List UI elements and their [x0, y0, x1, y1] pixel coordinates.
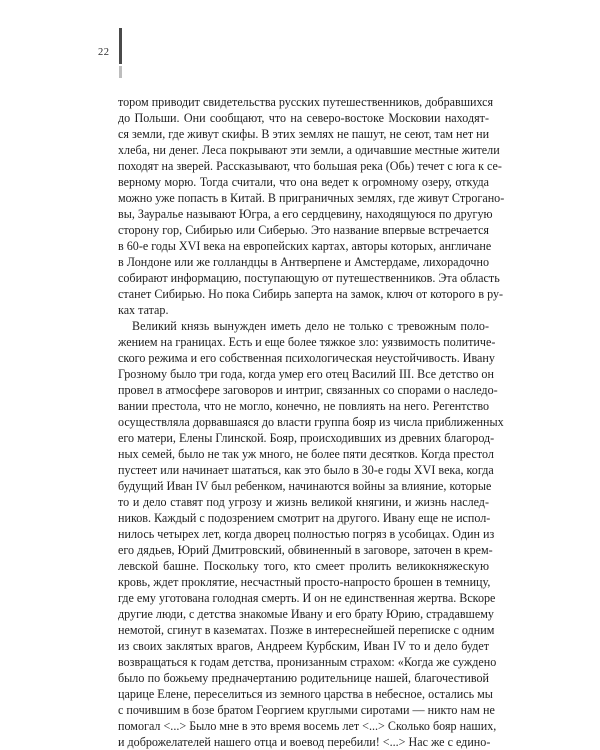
- text-line: где ему уготована голодная смерть. И он не единственная жертва. Вскоре: [118, 591, 496, 605]
- text-line: сторону гор, Сибирью или Сиберью. Это название впервые встречается: [118, 223, 489, 237]
- text-line: до Польши. Они сообщают, что на северо-востоке Московии находят-: [118, 111, 489, 125]
- text-line: верному морю. Тогда считали, что она ведет к огромному озеру, откуда: [118, 175, 489, 189]
- text-line: с почившим в бозе братом Георгием круглыми сиротами — никто нам не: [118, 703, 495, 717]
- text-line: то и дело ставят под угрозу и жизнь великой княгини, и жизнь наслед-: [118, 495, 489, 509]
- page-number: 22: [98, 47, 110, 58]
- text-line: помогал <...> Было мне в это время восемь лет <...> Сколько бояр наших,: [118, 719, 497, 733]
- paragraph-2: [118, 318, 504, 750]
- text-line: ского режима и его собственная психологическая неустойчивость. Ивану: [118, 351, 495, 365]
- text-line: провел в атмосфере заговоров и интриг, связанных со спорами о наследо-: [118, 383, 498, 397]
- text-line: походят на зверей. Рассказывают, что большая река (Обь) течет с юга к се-: [118, 159, 502, 173]
- text-line: другие люди, с детства знакомые Ивану и его брату Юрию, страдавшему: [118, 607, 494, 621]
- text-line: царице Елене, переселиться из земного царства в небесное, остались мы: [118, 687, 493, 701]
- text-line: его дядьев, Юрий Дмитровский, обвиненный в заговоре, заточен в крем-: [118, 543, 493, 557]
- text-line: из своих заклятых врагов, Андреем Курбским, Иван IV то и дело будет: [118, 639, 489, 653]
- text-line: в Лондоне или же голландцы в Антверпене и Амстердаме, лихорадочно: [118, 255, 489, 269]
- text-line: было по божьему предначертанию родительнице нашей, благочестивой: [118, 671, 489, 685]
- text-line: Грозному было три года, когда умер его отец Василий III. Все детство он: [118, 367, 494, 381]
- text-line: жением на границах. Есть и еще более тяжкое зло: уязвимость политиче-: [118, 335, 496, 349]
- text-line: вании престола, что не могло, конечно, не повлиять на него. Регентство: [118, 399, 489, 413]
- text-line: и доброжелателей нашего отца и воевод перебили! <...> Нас же с едино-: [118, 735, 491, 749]
- text-line: пустеет или начинает шататься, как это было в 30-е годы XVI века, когда: [118, 463, 494, 477]
- text-line: Великий князь вынужден иметь дело не только с тревожным поло-: [132, 319, 489, 333]
- margin-marker-dark: [119, 28, 122, 64]
- text-line: ных семей, было не так уж много, не более пяти десятков. Когда престол: [118, 447, 494, 461]
- text-line: будущий Иван IV был ребенком, начинаются войны за влияние, которые: [118, 479, 492, 493]
- text-line: станет Сибирью. Но пока Сибирь заперта на замок, ключ от которого в ру-: [118, 287, 504, 301]
- margin-marker-light: [119, 66, 122, 78]
- paragraph-1: [118, 94, 505, 318]
- body-text: [118, 94, 505, 750]
- text-line: тором приводит свидетельства русских путешественников, добравшихся: [118, 95, 494, 109]
- text-line: кровь, ждет проклятие, несчастный просто-напросто брошен в темницу,: [118, 575, 491, 589]
- text-line: можно уже попасть в Китай. В приграничных землях, где живут Строгано-: [118, 191, 505, 205]
- text-line: вы, Зауралье называют Югра, а его сердцевину, находящуюся по другую: [118, 207, 493, 221]
- text-line: возвращаться к годам детства, пронизанным страхом: «Когда же суждено: [118, 655, 497, 669]
- text-line: ках татар.: [118, 303, 169, 317]
- text-line: левской башне. Поскольку того, кто смеет пролить великокняжескую: [118, 559, 489, 573]
- text-line: ников. Каждый с подозрением смотрит на другого. Ивану еще не испол-: [118, 511, 491, 525]
- text-line: ся земли, где живут скифы. В этих землях не пашут, не сеют, там нет ни: [118, 127, 490, 141]
- text-line: немотой, сгинут в казематах. Позже в интереснейшей переписке с одним: [118, 623, 495, 637]
- text-line: нилось четырех лет, когда дворец полностью погряз в усобицах. Один из: [118, 527, 495, 541]
- text-line: в 60-е годы XVI века на европейских картах, авторы которых, англичане: [118, 239, 492, 253]
- text-line: его матери, Елены Глинской. Бояр, происходивших из древних благород-: [118, 431, 495, 445]
- text-line: хлеба, ни денег. Леса покрывают эти земли, а одичавшие местные жители: [118, 143, 500, 157]
- text-line: осуществляла дорвавшаяся до власти группа бояр из числа приближенных: [118, 415, 504, 429]
- text-line: собирают информацию, поступающую от путешественников. Эта область: [118, 271, 500, 285]
